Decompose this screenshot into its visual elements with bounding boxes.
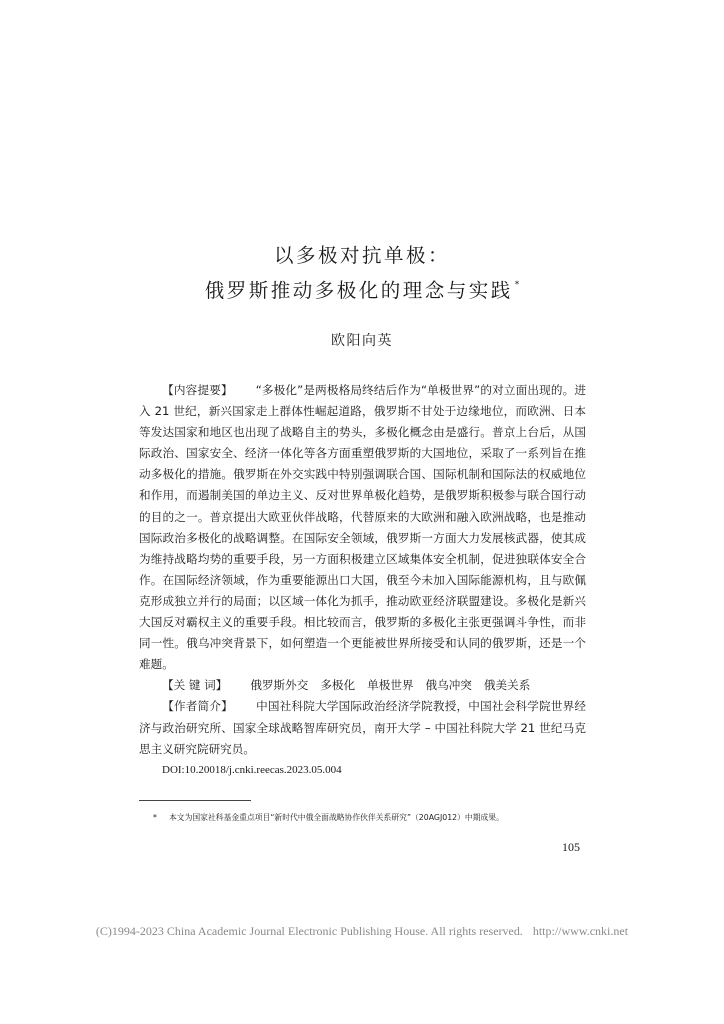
footnote-divider [139, 800, 251, 801]
abstract-block [139, 380, 586, 781]
keyword-item: 多极化 [320, 678, 356, 693]
doi-link[interactable]: DOI:10.20018/j.cnki.reecas.2023.05.004 [162, 763, 342, 776]
footnote-text: 本文为国家社科基金重点项目“新时代中俄全面战略协作伙伴关系研究”（20AGJ012）中期成果。 [169, 813, 504, 822]
keyword-item: 单极世界 [367, 678, 414, 693]
copyright-notice [0, 924, 724, 939]
page-number: 105 [562, 840, 580, 854]
cnki-link[interactable]: http://www.cnki.net [532, 924, 629, 938]
footnote-mark: * [153, 813, 157, 822]
title-footnote-mark[interactable]: * [514, 280, 520, 290]
author-bio-text: 中国社科院大学国际政治经济学院教授，中国社会科学院世界经济与政治研究所、国家全球战略智库研究员，南开大学 – 中国社科院大学 21 世纪马克思主义研究院研究员。 [139, 699, 586, 756]
abstract-paragraph [139, 380, 586, 675]
keywords-paragraph [139, 675, 586, 696]
keyword-item: 俄乌冲突 [425, 678, 472, 693]
author-bio-label: 【作者简介】 [162, 699, 233, 714]
article-title-line2 [0, 275, 724, 303]
abstract-text: “多极化”是两极格局终结后作为“单极世界”的对立面出现的。进入 21 世纪，新兴国家走上群体性崛起道路，俄罗斯不甘处于边缘地位，而欧洲、日本等发达国家和地区也出现了战略自主的势头，多极化概念由是盛行。普京上台后，从国际政治、国家安全、经济一体化等各方面重塑俄罗斯的大国地位，采取了一系列旨在推动多极化的措施。俄罗斯在外交实践中特别强调联合国、国际机制和国际法的权威地位和作用，而遏制美国的单边主义、反对世界单极化趋势，是俄罗斯积极参与联合国行动的目的之一。普京提出大欧亚伙伴战略，代替原来的大欧洲和融入欧洲战略，也是推动国际政治多极化的战略调整。在国际安全领域，俄罗斯一方面大力发展核武器，使其成为维持战略均势的重要手段，另一方面积极建立区域集体安全机制，促进独联体安全合作。在国际经济领域，作为重要能源出口大国，俄至今未加入国际能源机构，且与欧佩克形成独立并行的局面；以区域一体化为抓手，推动欧亚经济联盟建设。多极化是新兴大国反对霸权主义的重要手段。相比较而言，俄罗斯的多极化主张更强调斗争性，而非同一性。俄乌冲突背景下，如何塑造一个更能被世界所接受和认同的俄罗斯，还是一个难题。 [139, 383, 586, 672]
abstract-label: 【内容提要】 [162, 383, 233, 397]
copyright-text: (C)1994-2023 China Academic Journal Electronic Publishing House. All rights reserved. [95, 924, 523, 938]
author-name: 欧阳向英 [331, 333, 393, 349]
article-title-line1: 以多极对抗单极： [273, 244, 450, 267]
author-bio-paragraph [139, 696, 586, 759]
footnote [153, 812, 593, 824]
keywords-label: 【关 键 词】 [162, 678, 228, 693]
keyword-item: 俄美关系 [483, 678, 531, 693]
article-title-line2-text: 俄罗斯推动多极化的理念与实践 [204, 279, 513, 302]
keyword-item: 俄罗斯外交 [250, 678, 309, 693]
